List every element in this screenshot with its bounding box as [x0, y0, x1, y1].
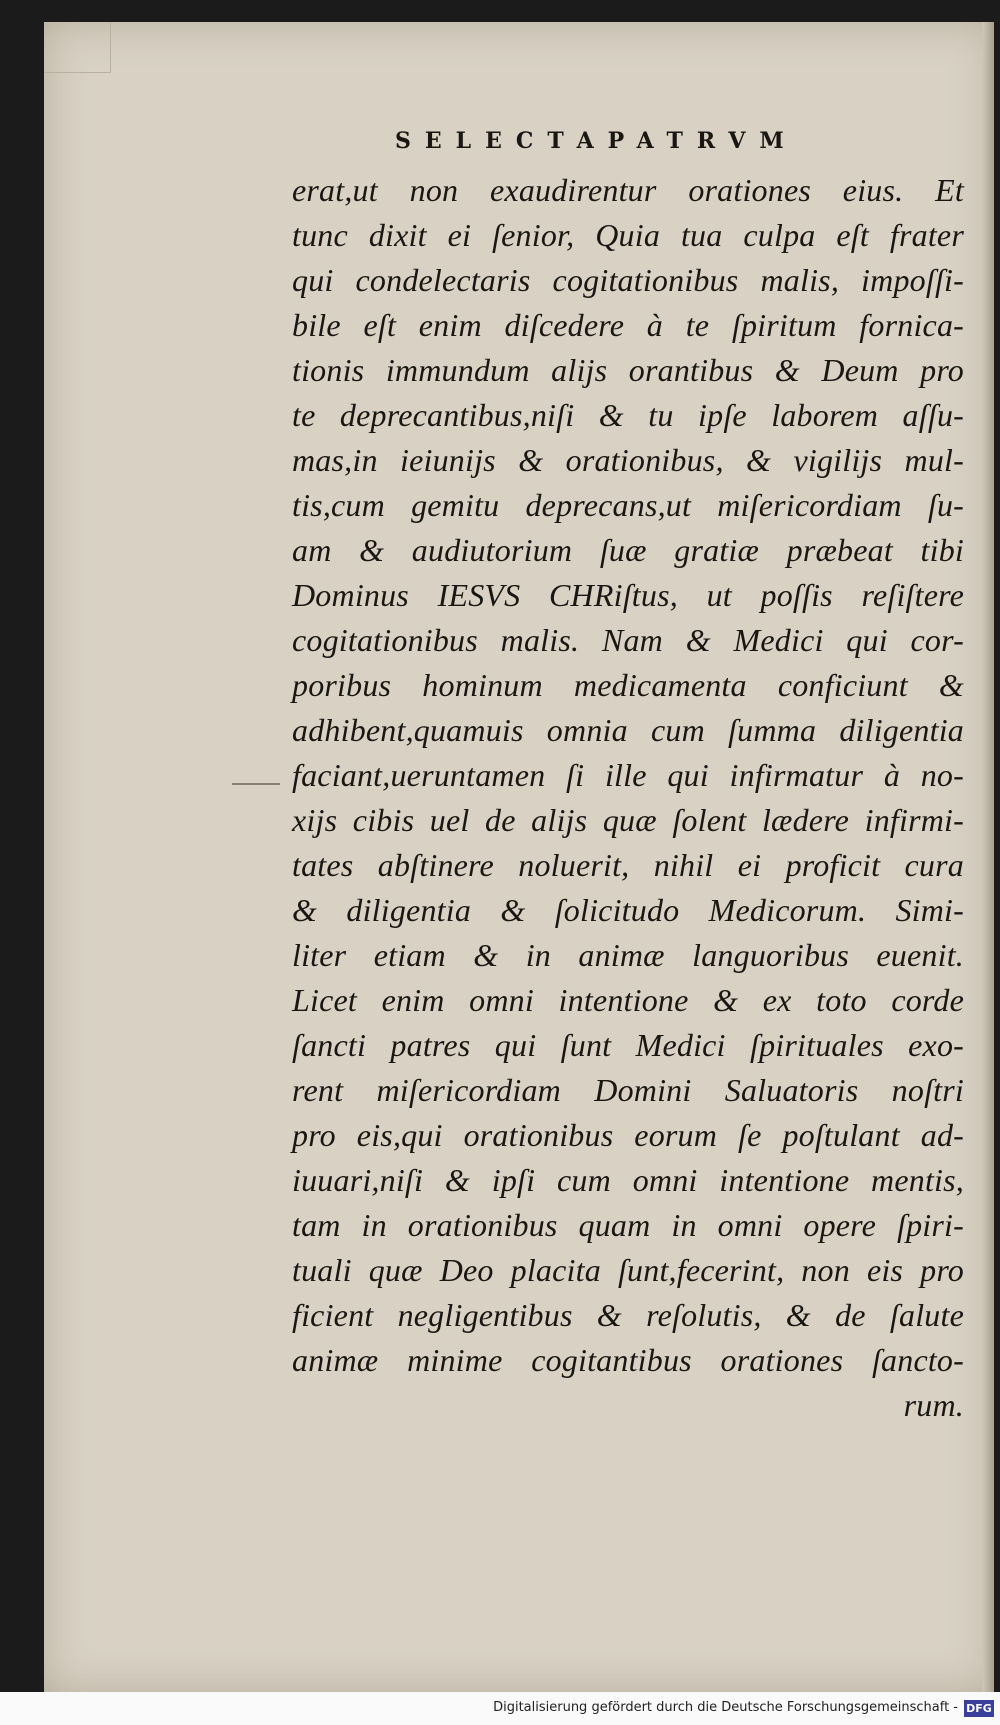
text-line: am & audiutorium ſuæ gratiæ præbeat tibi [292, 532, 964, 568]
running-head: SELECTAPATRVM [395, 128, 798, 154]
text-line: tates abſtinere noluerit, nihil ei proficit cura [292, 847, 964, 883]
text-line: liter etiam & in animæ languoribus euenit. [292, 937, 964, 973]
text-line: faciant,ueruntamen ſi ille qui infirmatur à no- [292, 757, 964, 793]
text-line: tam in orationibus quam in omni opere ſpiri- [292, 1207, 964, 1243]
text-line: ficient negligentibus & reſolutis, & de ſalute [292, 1297, 964, 1333]
text-line: tionis immundum alijs orantibus & Deum pro [292, 352, 964, 388]
text-line: erat,ut non exaudirentur orationes eius. Et [292, 172, 964, 208]
text-line: Dominus IESVS CHRiſtus, ut poſſis reſiſtere [292, 577, 964, 613]
text-line: poribus hominum medicamenta conficiunt & [292, 667, 964, 703]
text-line: qui condelectaris cogitationibus malis, impoſſi- [292, 262, 964, 298]
text-line: xijs cibis uel de alijs quæ ſolent lædere infirmi- [292, 802, 964, 838]
text-line: te deprecantibus,niſi & tu ipſe laborem aſſu- [292, 397, 964, 433]
text-line: rent miſericordiam Domini Saluatoris noſtri [292, 1072, 964, 1108]
text-line: iuuari,niſi & ipſi cum omni intentione mentis, [292, 1162, 964, 1198]
text-line: Licet enim omni intentione & ex toto corde [292, 982, 964, 1018]
text-line: tis,cum gemitu deprecans,ut miſericordiam ſu- [292, 487, 964, 523]
digitization-footer [0, 1692, 1000, 1725]
text-line: mas,in ieiunijs & orationibus, & vigilijs mul- [292, 442, 964, 478]
text-line: tunc dixit ei ſenior, Quia tua culpa eſt frater [292, 217, 964, 253]
footer-credit: Digitalisierung gefördert durch die Deutsche Forschungsgemeinschaft - [493, 1700, 958, 1715]
text-line: animæ minime cogitantibus orationes ſancto- [292, 1342, 964, 1378]
text-line: ſancti patres qui ſunt Medici ſpirituales exo- [292, 1027, 964, 1063]
text-line: cogitationibus malis. Nam & Medici qui cor- [292, 622, 964, 658]
text-line: adhibent,quamuis omnia cum ſumma diligentia [292, 712, 964, 748]
catchword: rum. [903, 1387, 964, 1423]
text-line: & diligentia & ſolicitudo Medicorum. Simi- [292, 892, 964, 928]
text-block [292, 168, 964, 1428]
text-line: tuali quæ Deo placita ſunt,fecerint, non eis pro [292, 1252, 964, 1288]
text-line: pro eis,qui orationibus eorum ſe poſtulant ad- [292, 1117, 964, 1153]
dfg-logo-icon: DFG [964, 1700, 994, 1717]
margin-mark [232, 783, 280, 785]
text-line: bile eſt enim diſcedere à te ſpiritum fornica- [292, 307, 964, 343]
page-edge [982, 22, 994, 1692]
